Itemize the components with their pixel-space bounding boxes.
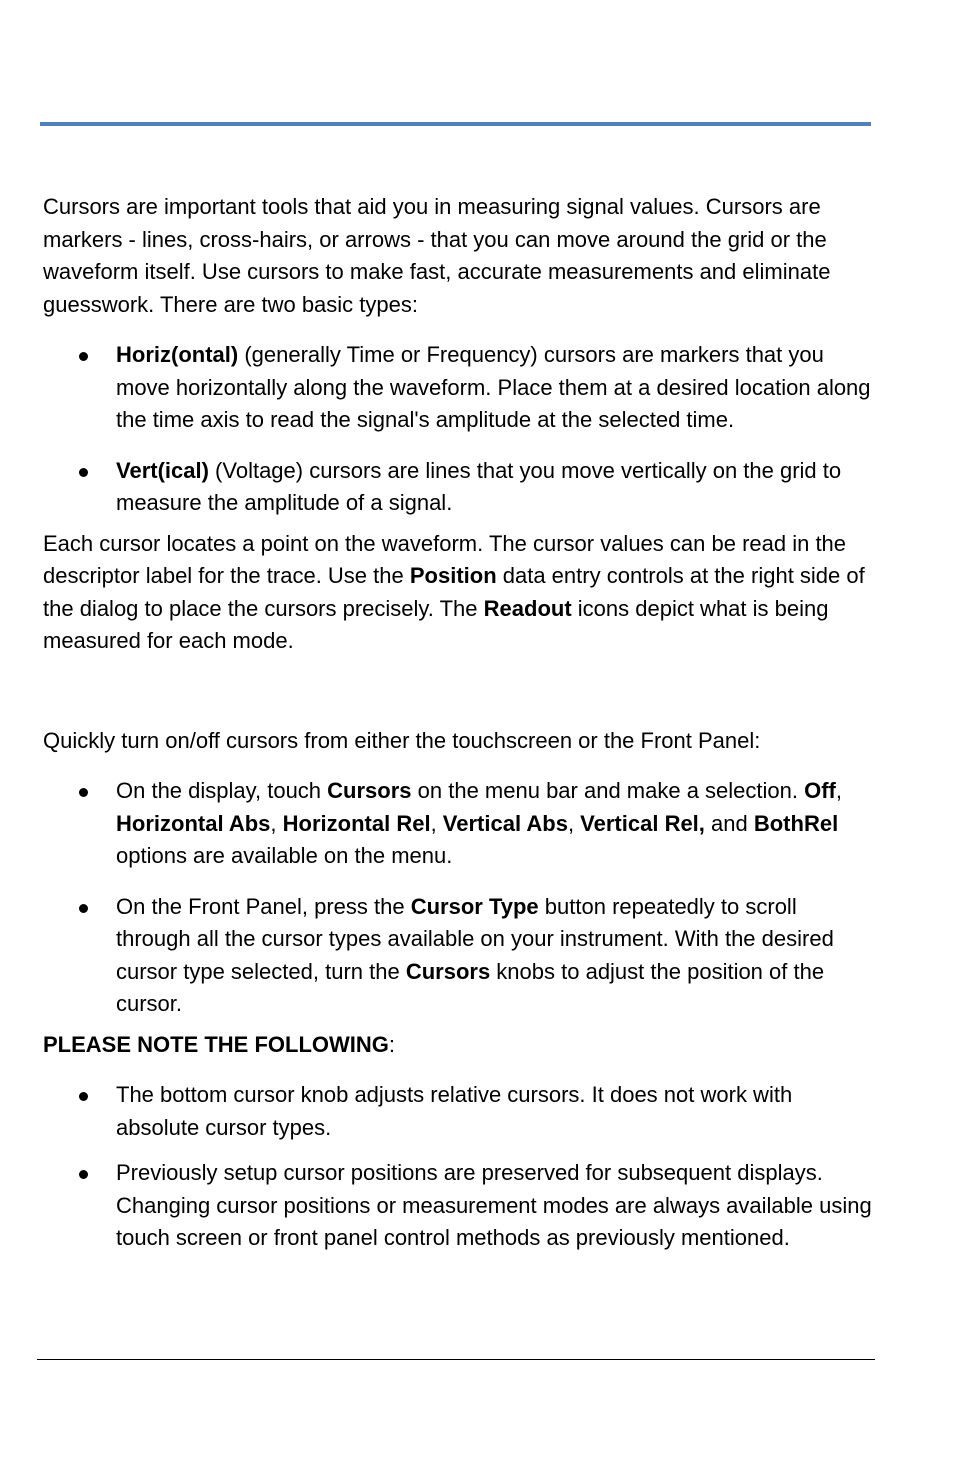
desc-horizontal: (generally Time or Frequency) cursors are markers that you move horizontally along the waveform. Place them at a desired location along the time axis to read the signal's amplitude at the selected time. bbox=[116, 342, 871, 432]
panel-text-3: knobs to adjust the position of the cursor. bbox=[116, 958, 825, 1016]
note-text: Previously setup cursor positions are preserved for subsequent displays. Changing cursor positions or measurement modes are always available using touch screen or front panel control methods as previously mentioned. bbox=[116, 1160, 872, 1250]
separator: , bbox=[567, 810, 581, 836]
methods-list bbox=[43, 775, 873, 1021]
cursors-menu-term: Cursors bbox=[327, 778, 412, 803]
term-horizontal: Horiz(ontal) bbox=[116, 342, 239, 367]
horizontal-abs-term: Horizontal Abs bbox=[116, 810, 271, 836]
position-term: Position bbox=[409, 563, 497, 588]
bullet-icon bbox=[79, 468, 88, 477]
separator: , bbox=[430, 810, 443, 836]
term-vertical: Vert(ical) bbox=[116, 457, 209, 483]
list-item-note bbox=[43, 1157, 873, 1255]
locate-text-3: icons depict what is being measured for each mode. bbox=[43, 595, 829, 653]
bullet-icon bbox=[79, 788, 88, 797]
readout-term: Readout bbox=[483, 595, 572, 621]
and-text: and bbox=[704, 810, 754, 836]
list-item-panel-method bbox=[43, 891, 873, 1021]
note-heading bbox=[43, 1029, 873, 1062]
display-text-2: on the menu bar and make a selection. bbox=[411, 778, 805, 803]
notes-list bbox=[43, 1079, 873, 1255]
off-option-term: Off bbox=[804, 778, 836, 803]
locate-text-2: data entry controls at the right side of the dialog to place the cursors precisely. The bbox=[43, 563, 865, 621]
intro-paragraph: Cursors are important tools that aid you in measuring signal values. Cursors are markers - lines, cross-hairs, or arrows - that you can move around the grid or the waveform itself. Use cursors to make fast, accurate measurements and eliminate guesswork. There are two basic types: bbox=[43, 194, 831, 317]
note-colon: : bbox=[388, 1031, 396, 1057]
list-item-note bbox=[43, 1079, 873, 1144]
note-text: The bottom cursor knob adjusts relative cursors. It does not work with absolute cursor types. bbox=[116, 1082, 793, 1140]
bullet-icon bbox=[79, 1170, 88, 1179]
panel-text-2: button repeatedly to scroll through all the cursor types available on your instrument. With the desired cursor type selected, turn the bbox=[116, 893, 834, 984]
horizontal-rel-term: Horizontal Rel bbox=[282, 810, 431, 836]
vertical-abs-term: Vertical Abs bbox=[442, 810, 568, 836]
panel-text-1: On the Front Panel, press the bbox=[116, 893, 411, 919]
list-item-display-method bbox=[43, 775, 873, 873]
cursors-knob-term: Cursors bbox=[405, 958, 491, 984]
display-text-1: On the display, touch bbox=[116, 778, 328, 803]
locate-paragraph bbox=[43, 528, 873, 658]
desc-vertical: (Voltage) cursors are lines that you move vertically on the grid to measure the amplitude of a signal. bbox=[116, 457, 842, 515]
vertical-rel-term: Vertical Rel, bbox=[580, 810, 705, 836]
heading-rule bbox=[40, 122, 871, 126]
list-item-vertical bbox=[43, 455, 873, 520]
cursor-type-term: Cursor Type bbox=[410, 893, 539, 919]
display-text-3: options are available on the menu. bbox=[116, 843, 453, 868]
bullet-icon bbox=[79, 1092, 88, 1101]
bothrel-term: BothRel bbox=[753, 810, 839, 836]
separator: , bbox=[835, 778, 842, 803]
separator: , bbox=[270, 810, 283, 836]
bullet-icon bbox=[79, 352, 88, 361]
cursor-types-list bbox=[43, 339, 873, 520]
note-label: PLEASE NOTE THE FOLLOWING bbox=[43, 1031, 389, 1057]
locate-text-1: Each cursor locates a point on the waveform. The cursor values can be read in the descriptor label for the trace. Use the bbox=[43, 530, 847, 588]
footer-rule bbox=[37, 1359, 875, 1360]
quick-paragraph: Quickly turn on/off cursors from either the touchscreen or the Front Panel: bbox=[43, 727, 761, 753]
bullet-icon bbox=[79, 904, 88, 913]
list-item-horizontal bbox=[43, 339, 873, 437]
document-body bbox=[43, 191, 873, 1255]
